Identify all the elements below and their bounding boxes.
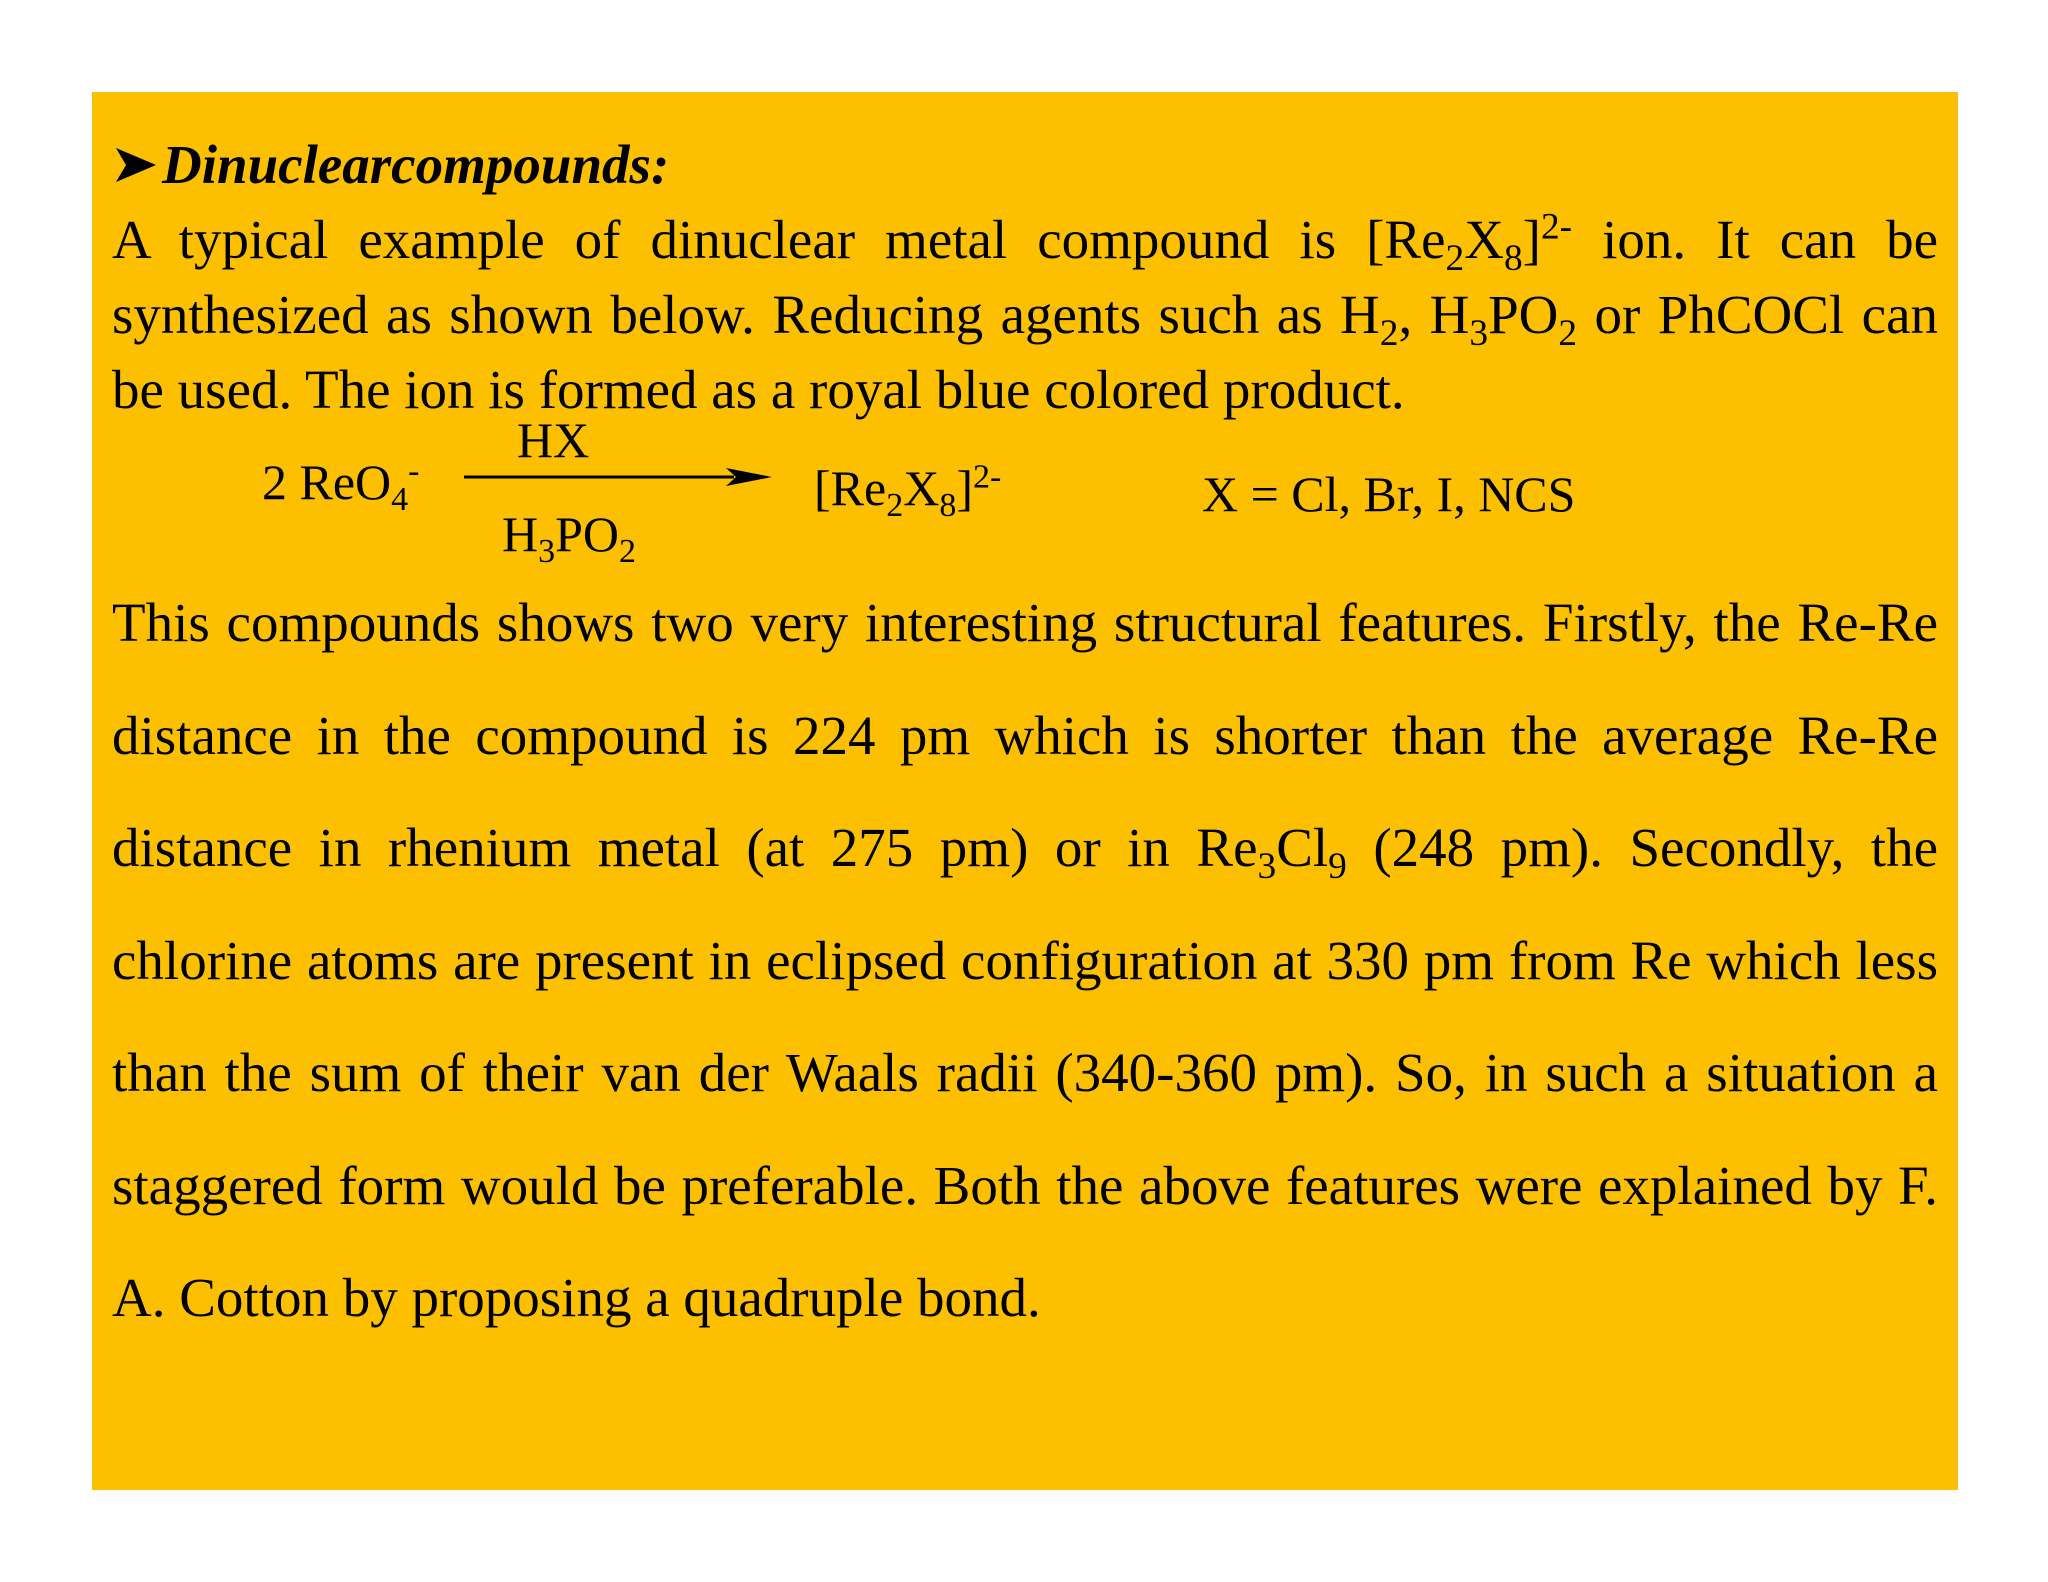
section-heading xyxy=(112,132,1938,198)
bullet-arrow-icon xyxy=(112,142,158,188)
content-body xyxy=(112,132,1938,1355)
product: $[Re_2X_8]^{2-}$ xyxy=(814,458,1002,524)
substituent-note: X = Cl, Br, I, NCS xyxy=(1202,466,1576,522)
reagent-top: HX xyxy=(517,412,590,468)
reaction-equation xyxy=(112,412,1938,570)
reactant: 2 ReO$_4$- xyxy=(262,452,420,518)
heading-text: Dinuclearcompounds: xyxy=(162,134,670,195)
reaction-arrow-icon xyxy=(464,465,774,489)
features-paragraph: This compounds shows two very interesting structural features. Firstly, the Re-Re distance in the compound is 224 pm which is shorter than the average Re-Re distance in rhenium metal (at 275 pm) or in $Re_3Cl_9$ (248 pm). Secondly, the chlorine atoms are present in eclipsed configuration at 330 pm from Re which less than the sum of their van der Waals radii (340-360 pm). So, in such a situation a staggered form would be preferable. Both the above features were explained by F. A. Cotton by proposing a quadruple bond. xyxy=(112,592,1938,1328)
reagent-bottom: $H_3PO_2$ xyxy=(502,506,637,570)
intro-paragraph: A typical example of dinuclear metal compound is $[Re_2X_8]^{2-}$ ion. It can be synthesized as shown below. Reducing agents such as $H_2$, $H_3PO_2$ or PhCOCl can be used. The ion is formed as a royal blue colored product. xyxy=(112,206,1938,420)
content-panel xyxy=(92,92,1958,1490)
